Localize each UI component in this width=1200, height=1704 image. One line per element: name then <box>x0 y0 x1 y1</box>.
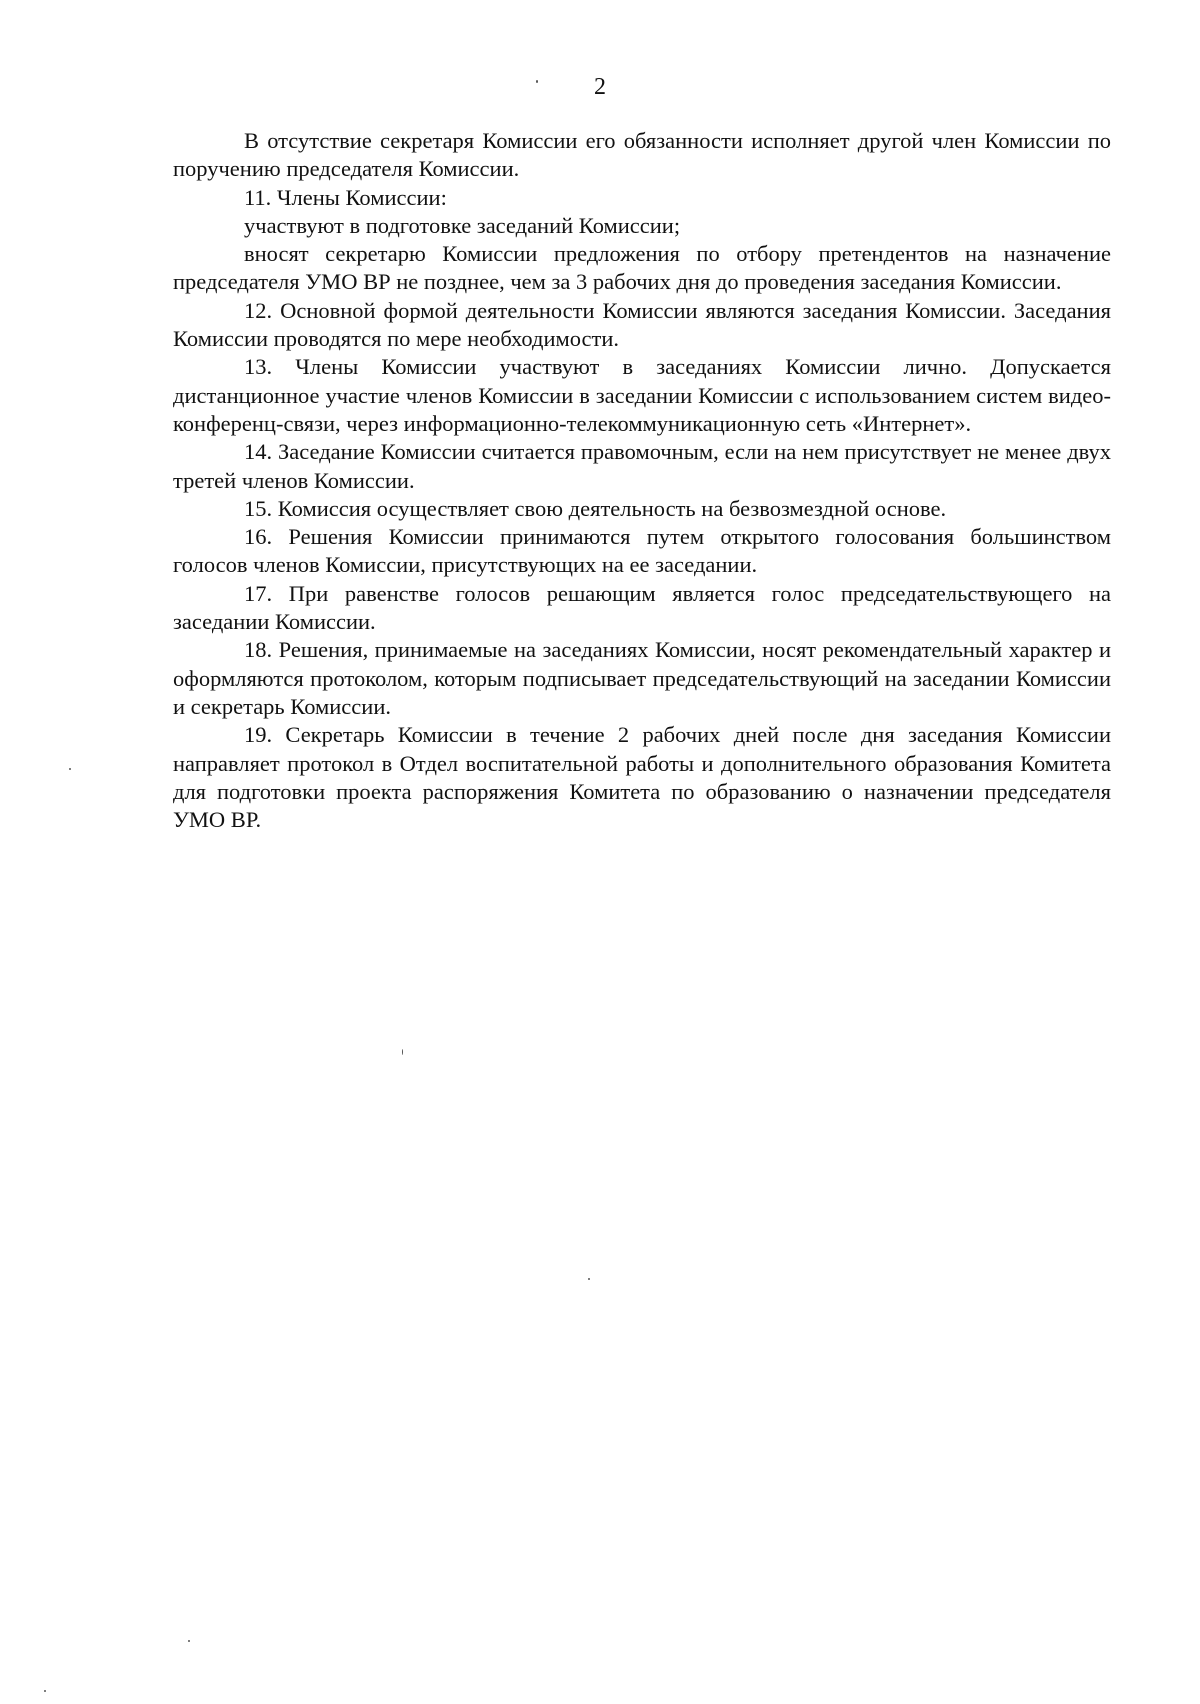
paragraph-15: 15. Комиссия осуществляет свою деятельность на безвозмездной основе. <box>244 495 947 521</box>
paragraph-11-members: 11. Члены Комиссии: <box>244 184 447 210</box>
paragraph-17: 17. При равенстве голосов решающим является голос председательствующего на заседании Комиссии. <box>173 580 1111 635</box>
paragraph-13: 13. Члены Комиссии участвуют в заседаниях Комиссии лично. Допускается дистанционное участие членов Комиссии в заседании Комиссии с использованием систем видео-конференц-связи, через информационно-телекоммуникационную сеть «Интернет». <box>173 354 1111 436</box>
paragraph-14: 14. Заседание Комиссии считается правомочным, если на нем присутствует не менее двух третей членов Комиссии. <box>173 439 1111 493</box>
paragraph-12: 12. Основной формой деятельности Комиссии являются заседания Комиссии. Заседания Комиссии проводятся по мере необходимости. <box>173 297 1111 352</box>
page-number: 2 <box>594 74 606 100</box>
scan-speck <box>588 1278 590 1280</box>
scan-speck <box>402 1049 403 1055</box>
scan-speck <box>69 768 71 770</box>
scan-speck <box>188 1640 190 1642</box>
document-body <box>173 127 1111 834</box>
paragraph-11-proposals: вносят секретарю Комиссии предложения по отбору претендентов на назначение председателя УМО ВР не позднее, чем за 3 рабочих дня до проведения заседания Комиссии. <box>173 241 1111 295</box>
paragraph-19: 19. Секретарь Комиссии в течение 2 рабочих дней после дня заседания Комиссии направляет протокол в Отдел воспитательной работы и дополнительного образования Комитета для подготовки проекта распоряжения Комитета по образованию о назначении председателя УМО ВР. <box>173 722 1111 833</box>
scan-speck <box>536 80 538 83</box>
paragraph-18: 18. Решения, принимаемые на заседаниях Комиссии, носят рекомендательный характер и оформляются протоколом, которым подписывает председательствующий на заседании Комиссии и секретарь Комиссии. <box>173 637 1111 719</box>
paragraph-16: 16. Решения Комиссии принимаются путем открытого голосования большинством голосов членов Комиссии, присутствующих на ее заседании. <box>173 524 1111 578</box>
paragraph-11-participate: участвуют в подготовке заседаний Комиссии; <box>244 212 681 238</box>
scan-speck <box>44 1690 46 1692</box>
paragraph-secretary-absence: В отсутствие секретаря Комиссии его обязанности исполняет другой член Комиссии по поручению председателя Комиссии. <box>173 128 1111 182</box>
